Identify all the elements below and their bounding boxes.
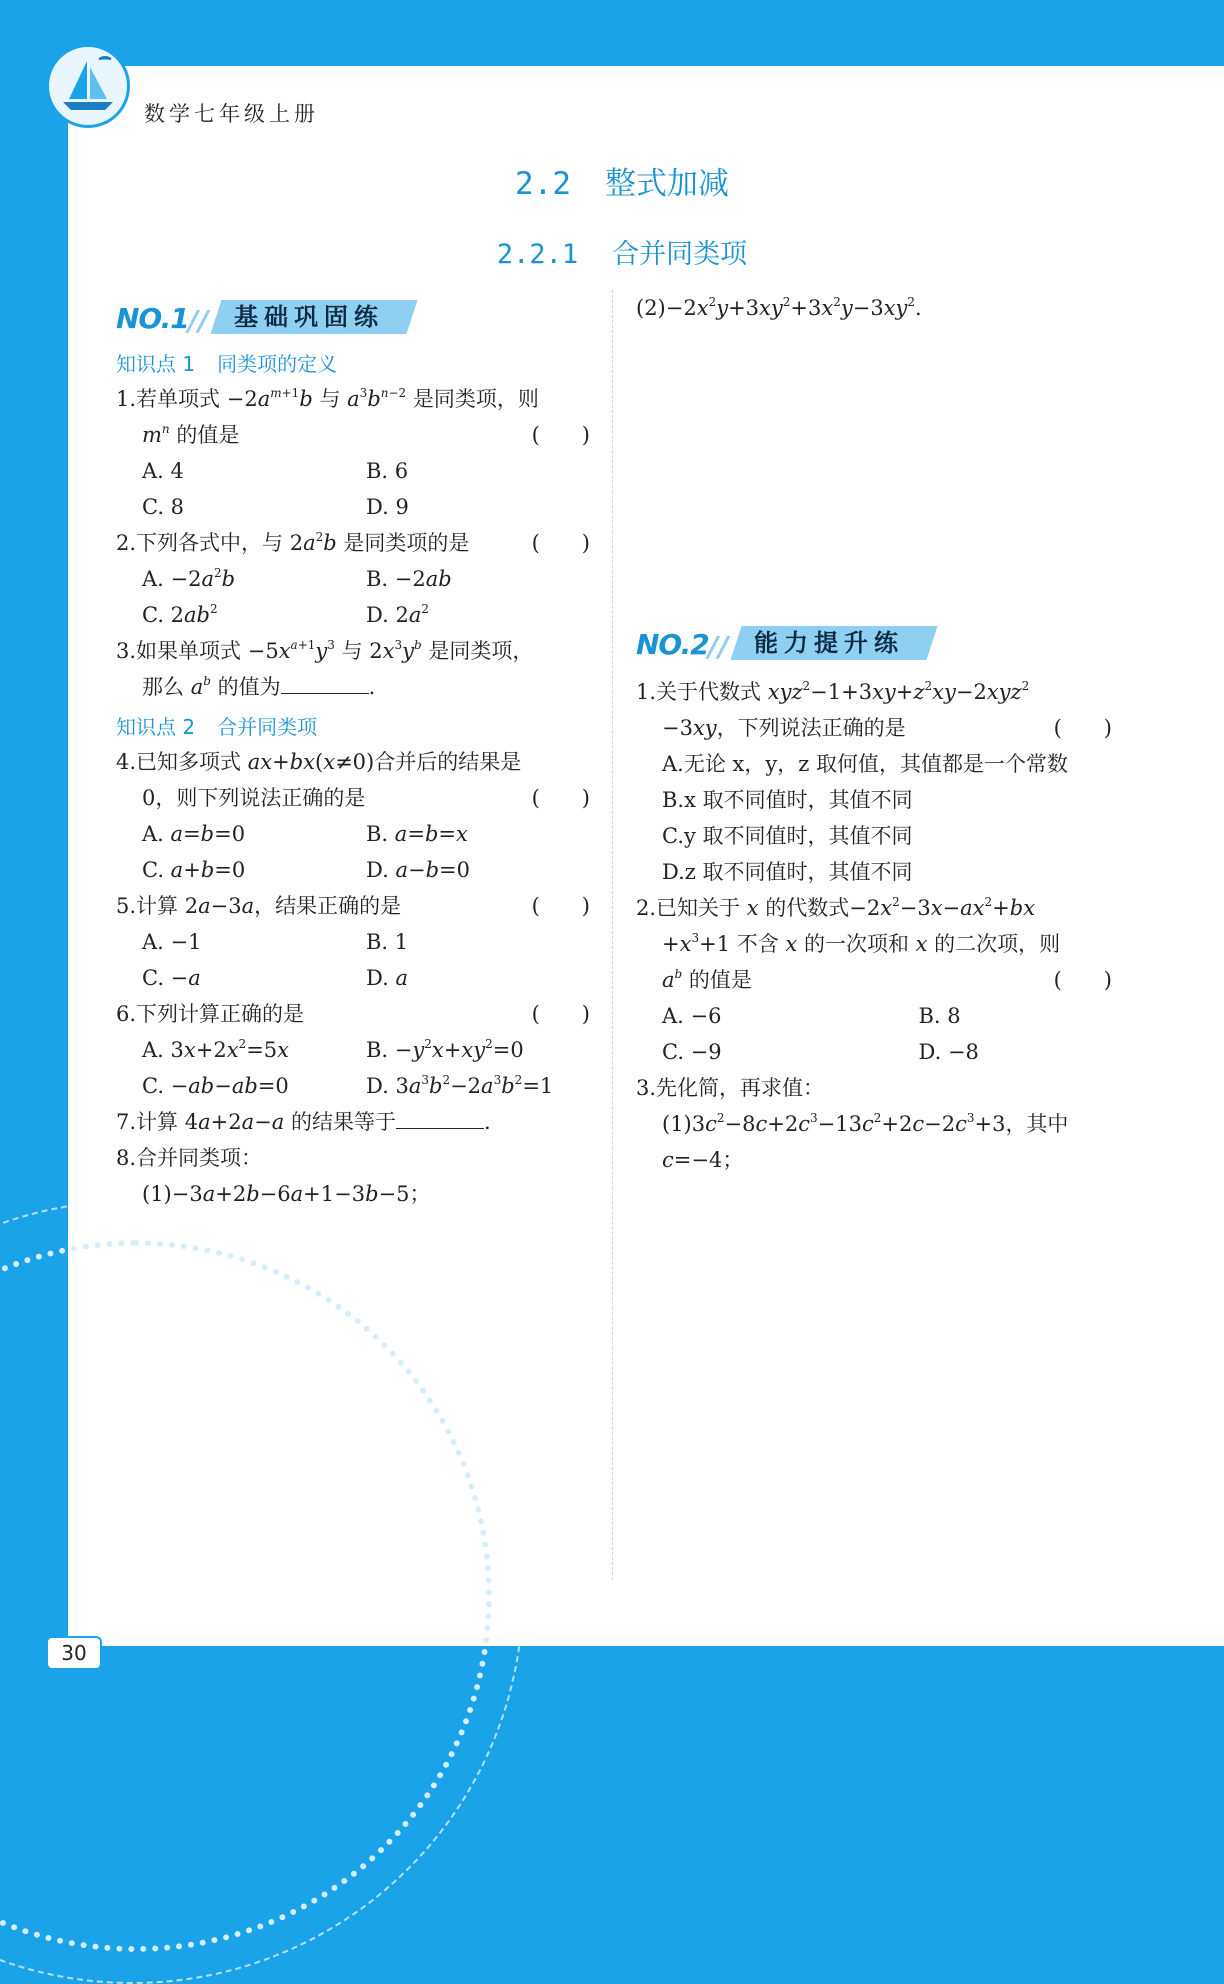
option-b[interactable]: B.x 取不同值时，其值不同 (662, 788, 913, 812)
column-divider (612, 290, 613, 1580)
r3-text: 3.先化简，再求值： (636, 1076, 825, 1100)
option-d[interactable]: D. a (366, 966, 408, 990)
option-c[interactable]: C. −9 (662, 1040, 722, 1064)
banner-slashes: // (188, 304, 209, 337)
q1-text: 1.若单项式 (116, 387, 221, 411)
knowledge-point-2 (116, 711, 590, 740)
q2-options-2 (116, 597, 590, 633)
option-d[interactable]: D.z 取不同值时，其值不同 (662, 860, 913, 884)
question-3: 3.如果单项式 $-5x^{a+1}y^3$ 与 $2x^3y^b$ 是同类项， (116, 638, 534, 663)
r2-text-d: 的一次项和 (803, 932, 909, 956)
question-6 (116, 996, 590, 1032)
question-5: 5.计算 2a−3a，结果正确的是 ( ) (116, 888, 590, 924)
no1-title: 基础巩固练 (234, 303, 384, 331)
right-column (636, 290, 1112, 1178)
knowledge-point-1 (116, 348, 590, 377)
q5-text-tail: ，结果正确的是 (254, 894, 402, 918)
option-c[interactable]: C. −a (142, 966, 201, 990)
option-b[interactable]: B. 1 (366, 930, 409, 954)
answer-paren[interactable]: ( ) (531, 786, 590, 810)
question-1: 1.若单项式 $-2a^{m+1}b$ 与 $a^3b^{n-2}$ 是同类项，则 (116, 386, 539, 411)
q6-options-2 (116, 1068, 590, 1104)
answer-paren[interactable]: ( ) (531, 423, 590, 447)
question-8 (116, 1140, 590, 1176)
q6-text: 6.下列计算正确的是 (116, 1002, 305, 1026)
question-4-cont (116, 780, 590, 816)
answer-space[interactable] (636, 326, 1112, 626)
q3-text-value: 的值为 (217, 675, 281, 699)
q1-text-tail: 是同类项，则 (412, 387, 539, 411)
question-r1: 1.关于代数式 $xyz^2-1+3xy+z^2xy-2xyz^2$ (636, 679, 1030, 704)
q4-options (116, 816, 590, 852)
question-8-part-1: (1)−3a+2b−6a+1−3b−5； (142, 1182, 431, 1206)
question-r3-part-1: $(1)3c^2-8c+2c^3-13c^2+2c-2c^3+3$，其中 (662, 1111, 1069, 1136)
option-b[interactable]: B. −2ab (366, 567, 452, 591)
question-r2: 2.已知关于 x 的代数式$-2x^2-3x-ax^2+bx$ (636, 895, 1036, 920)
section-title: 整式加减 (605, 166, 729, 202)
option-d[interactable]: D. 9 (366, 495, 409, 519)
q5-text: 5.计算 (116, 894, 179, 918)
sailboat-logo-icon (46, 44, 130, 128)
option-d[interactable]: D. −8 (918, 1040, 979, 1064)
answer-paren[interactable]: ( ) (1053, 968, 1112, 992)
option-b[interactable]: B. 8 (918, 1004, 961, 1028)
q4-text: 4.已知多项式 (116, 750, 242, 774)
answer-paren[interactable]: ( ) (531, 894, 590, 918)
option-c[interactable]: C.y 取不同值时，其值不同 (662, 824, 913, 848)
kp2-name: 合并同类项 (217, 715, 318, 739)
q1-text-value: 的值是 (176, 423, 240, 447)
subsection-title: 合并同类项 (612, 239, 748, 270)
q3-text-then: 那么 (142, 675, 184, 699)
answer-paren[interactable]: ( ) (1053, 716, 1112, 740)
option-d[interactable]: D. $3a^3b^2-2a^3b^2=1$ (366, 1073, 554, 1098)
question-4: 4.已知多项式 ax+bx(x≠0)合并后的结果是 (116, 750, 522, 774)
option-c[interactable]: C. a+b=0 (142, 858, 246, 882)
r2-text-f: 的值是 (688, 968, 752, 992)
question-r2-cont-2: $a^b$ 的值是 ( ) (636, 962, 1112, 998)
no2-banner (636, 626, 1112, 666)
r1-text: 1.关于代数式 (636, 680, 762, 704)
q2-options (116, 561, 590, 597)
subsection-number: 2.2.1 (496, 239, 579, 270)
option-b[interactable]: B. a=b=x (366, 822, 468, 846)
q1-options-2 (116, 489, 590, 525)
q2-text-tail: 是同类项的是 (343, 531, 470, 555)
q6-options (116, 1032, 590, 1068)
q3-text-and: 与 (341, 639, 363, 663)
question-8-part-2: $(2)-2x^2y+3xy^2+3x^2y-3xy^2$. (636, 295, 922, 320)
q4-options-2 (116, 852, 590, 888)
kp1-name: 同类项的定义 (217, 352, 338, 376)
r2-options-2 (636, 1034, 1112, 1070)
q3-text-tail: 是同类项， (428, 639, 534, 663)
option-a[interactable]: A. −1 (142, 930, 202, 954)
option-a[interactable]: A.无论 x，y，z 取何值，其值都是一个常数 (662, 752, 1068, 776)
q4-text-tail: 合并后的结果是 (374, 750, 522, 774)
section-number: 2.2 (515, 166, 571, 202)
option-d[interactable]: D. $2a^2$ (366, 602, 429, 627)
no1-title-tag (210, 300, 417, 334)
q2-text: 2.下列各式中，与 (116, 531, 284, 555)
r2-text-e: 的二次项，则 (934, 932, 1061, 956)
book-title: 数学七年级上册 (144, 102, 319, 126)
option-a[interactable]: A. a=b=0 (142, 822, 246, 846)
answer-paren[interactable]: ( ) (531, 1002, 590, 1026)
no1-label: NO.1 (116, 302, 189, 335)
r2-text: 2.已知关于 (636, 896, 741, 920)
r2-text-b: 的代数式 (765, 896, 850, 920)
q4-text-cont: 0，则下列说法正确的是 (142, 786, 366, 810)
section-heading (0, 158, 1224, 203)
q5-options-2 (116, 960, 590, 996)
no2-label: NO.2 (636, 628, 709, 661)
question-r1-cont: −3xy，下列说法正确的是 ( ) (636, 710, 1112, 746)
question-7: 7.计算 4a+2a−a 的结果等于 . (116, 1104, 590, 1140)
option-b[interactable]: B. $-y^2x+xy^2=0$ (366, 1037, 524, 1062)
question-r3-part-1-cont: c=−4； (662, 1148, 744, 1172)
question-3-cont: 那么 $a^b$ 的值为 . (116, 669, 590, 705)
subsection-heading (0, 232, 1224, 271)
r3-text-where: ，其中 (1005, 1112, 1069, 1136)
option-a[interactable]: A. $3x+2x^2=5x$ (142, 1037, 289, 1062)
r2-options (636, 998, 1112, 1034)
no2-title-tag (730, 626, 937, 660)
q5-options (116, 924, 590, 960)
r1-text-tail: ，下列说法正确的是 (716, 716, 906, 740)
q1-options (116, 453, 590, 489)
no1-banner (116, 300, 590, 340)
q7-text: 7.计算 (116, 1110, 179, 1134)
kp1-number: 知识点 1 (116, 352, 196, 376)
option-c[interactable]: C. −ab−ab=0 (142, 1074, 289, 1098)
question-1-cont: $m^n$ 的值是 ( ) (116, 417, 590, 453)
left-column (116, 300, 590, 1212)
kp2-number: 知识点 2 (116, 715, 196, 739)
q7-text-tail: 的结果等于 (290, 1110, 396, 1134)
q1-text-and: 与 (319, 387, 341, 411)
banner-slashes: // (708, 630, 729, 663)
option-a[interactable]: A. $-2a^2b$ (142, 566, 236, 591)
page-number: 30 (46, 1636, 102, 1670)
option-c[interactable]: C. $2ab^2$ (142, 602, 218, 627)
answer-blank[interactable] (281, 671, 369, 694)
option-a[interactable]: A. −6 (662, 1004, 722, 1028)
r2-text-c: 不含 (736, 932, 779, 956)
no2-title: 能力提升练 (754, 629, 904, 657)
question-2: 2.下列各式中，与 $2a^2b$ 是同类项的是 ( ) (116, 525, 590, 561)
answer-paren[interactable]: ( ) (531, 531, 590, 555)
q8-text: 8.合并同类项： (116, 1146, 263, 1170)
question-r3 (636, 1070, 1112, 1106)
option-c[interactable]: C. 8 (142, 495, 185, 519)
option-d[interactable]: D. a−b=0 (366, 858, 471, 882)
question-r2-cont: $+x^3+1$ 不含 x 的一次项和 x 的二次项，则 (662, 931, 1061, 956)
answer-blank[interactable] (396, 1106, 484, 1129)
q3-text: 3.如果单项式 (116, 639, 242, 663)
option-a[interactable]: A. 4 (142, 459, 184, 483)
option-b[interactable]: B. 6 (366, 459, 409, 483)
